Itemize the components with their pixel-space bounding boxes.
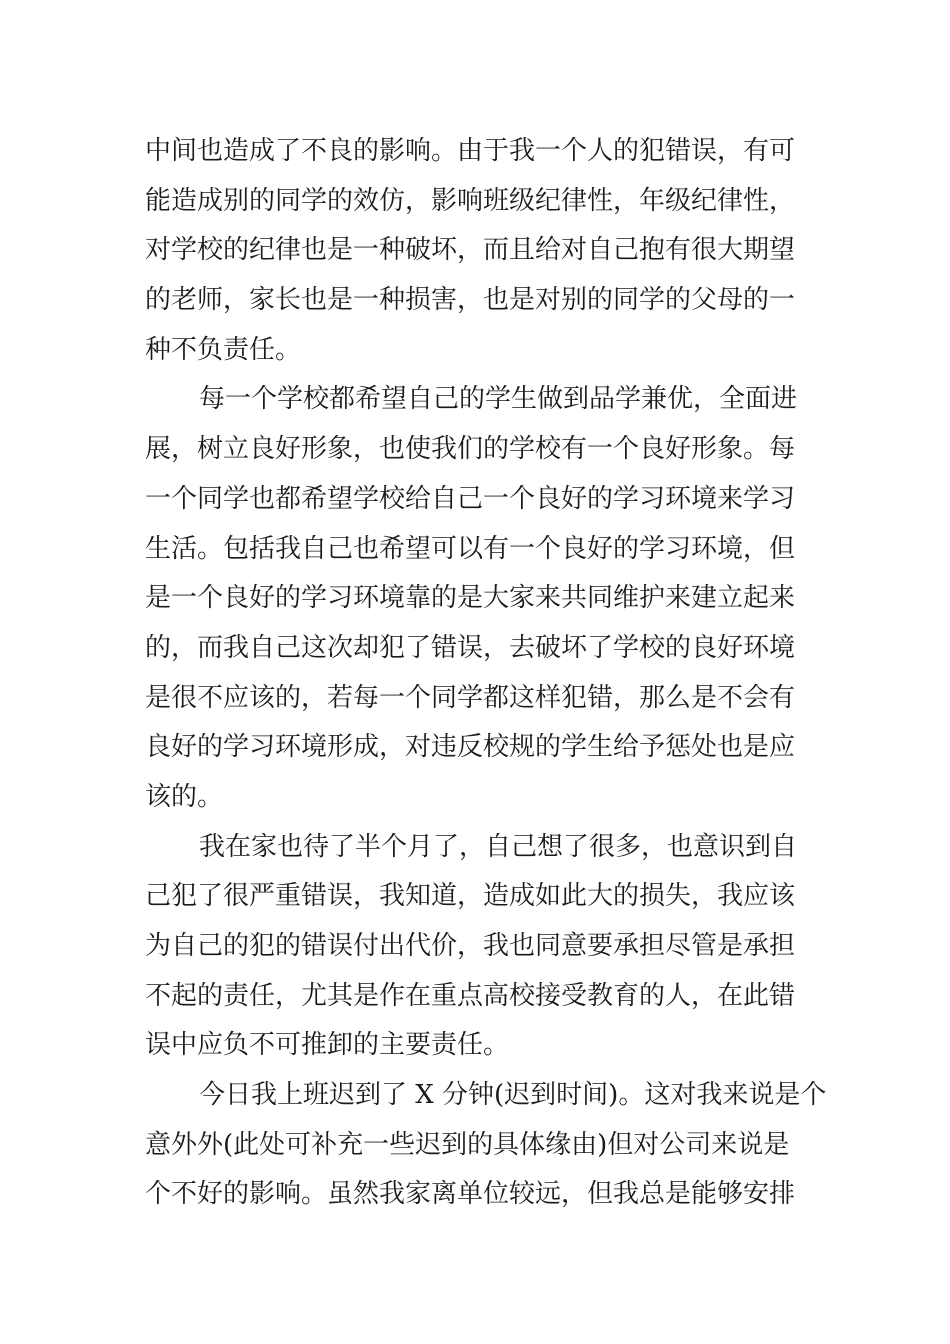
text-line: 种不负责任。 [145, 334, 302, 365]
paragraph-2 [145, 375, 810, 822]
text-line: 今日我上班迟到了 X 分钟(迟到时间)。这对我来说是个 [199, 1080, 827, 1111]
text-line: 个不好的影响。虽然我家离单位较远，但我总是能够安排 [145, 1179, 796, 1210]
text-line: 的，而我自己这次却犯了错误，去破坏了学校的良好环境 [145, 632, 796, 663]
document-body [145, 127, 827, 1220]
paragraph-3 [145, 823, 810, 1071]
text-line: 该的。 [145, 781, 224, 812]
text-line: 是一个良好的学习环境靠的是大家来共同维护来建立起来 [145, 583, 796, 614]
text-line: 一个同学也都希望学校给自己一个良好的学习环境来学习 [145, 483, 796, 514]
text-line: 己犯了很严重错误，我知道，造成如此大的损失，我应该 [145, 881, 796, 912]
text-line: 良好的学习环境形成，对违反校规的学生给予惩处也是应 [145, 732, 796, 763]
text-line: 我在家也待了半个月了，自己想了很多，也意识到自 [199, 831, 798, 862]
text-line: 误中应负不可推卸的主要责任。 [145, 1030, 510, 1061]
text-line: 能造成别的同学的效仿，影响班级纪律性，年级纪律性， [145, 185, 796, 216]
text-line: 为自己的犯的错误付出代价，我也同意要承担尽管是承担 [145, 931, 796, 961]
text-line: 每一个学校都希望自己的学生做到品学兼优，全面进 [199, 384, 798, 415]
text-line: 的老师，家长也是一种损害，也是对别的同学的父母的一 [145, 285, 796, 316]
paragraph-1 [145, 127, 810, 375]
text-line: 是很不应该的，若每一个同学都这样犯错，那么是不会有 [145, 682, 796, 713]
text-line: 意外外(此处可补充一些迟到的具体缘由)但对公司来说是 [145, 1129, 790, 1160]
text-line: 中间也造成了不良的影响。由于我一个人的犯错误，有可 [145, 136, 796, 166]
text-line: 生活。包括我自己也希望可以有一个良好的学习环境，但 [145, 533, 796, 564]
text-line: 对学校的纪律也是一种破坏，而且给对自己抱有很大期望 [145, 235, 796, 266]
paragraph-4 [145, 1071, 827, 1220]
text-line: 展，树立良好形象，也使我们的学校有一个良好形象。每 [145, 434, 796, 465]
text-line: 不起的责任，尤其是作在重点高校接受教育的人，在此错 [145, 980, 796, 1011]
